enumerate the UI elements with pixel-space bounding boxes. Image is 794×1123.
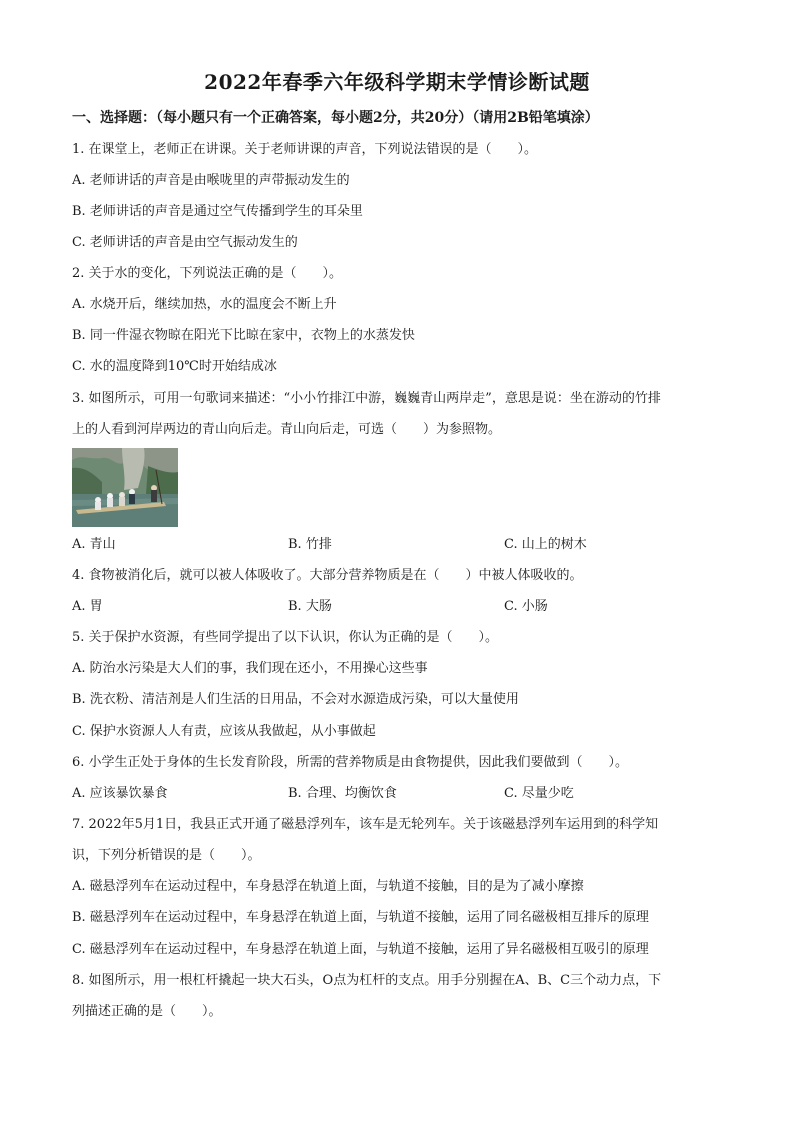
q2-option-b: B. 同一件湿衣物晾在阳光下比晾在家中，衣物上的水蒸发快	[72, 328, 415, 343]
section-heading: 一、选择题：（每小题只有一个正确答案，每小题2分，共20分）（请用2B铅笔填涂）	[72, 110, 599, 126]
q4-stem: 4. 食物被消化后，就可以被人体吸收了。大部分营养物质是在（ ）中被人体吸收的。	[72, 568, 583, 583]
q1-option-a: A. 老师讲话的声音是由喉咙里的声带振动发生的	[72, 173, 350, 188]
q7-stem-line1: 7. 2022年5月1日，我县正式开通了磁悬浮列车，该车是无轮列车。关于该磁悬浮列车运用到的科学知	[72, 817, 659, 832]
exam-title: 2022年春季六年级科学期末学情诊断试题	[204, 70, 590, 94]
q1-option-b: B. 老师讲话的声音是通过空气传播到学生的耳朵里	[72, 204, 363, 219]
q5-option-b: B. 洗衣粉、清洁剂是人们生活的日用品，不会对水源造成污染，可以大量使用	[72, 692, 519, 707]
q5-option-a: A. 防治水污染是大人们的事，我们现在还小，不用操心这些事	[72, 661, 428, 676]
q5-option-c: C. 保护水资源人人有责，应该从我做起，从小事做起	[72, 724, 376, 739]
q1-option-c: C. 老师讲话的声音是由空气振动发生的	[72, 235, 298, 250]
q6-option-c: C. 尽量少吃	[504, 786, 574, 801]
q5-stem: 5. 关于保护水资源，有些同学提出了以下认识，你认为正确的是（ ）。	[72, 630, 499, 645]
q7-option-b: B. 磁悬浮列车在运动过程中，车身悬浮在轨道上面，与轨道不接触，运用了同名磁极相互排斥的原理	[72, 910, 649, 925]
q3-option-b: B. 竹排	[288, 537, 332, 552]
q2-option-c: C. 水的温度降到10℃时开始结成冰	[72, 359, 277, 374]
q6-option-b: B. 合理、均衡饮食	[288, 786, 397, 801]
q4-option-b: B. 大肠	[288, 599, 332, 614]
q4-option-c: C. 小肠	[504, 599, 548, 614]
bamboo-raft-photo	[72, 448, 178, 527]
q2-stem: 2. 关于水的变化，下列说法正确的是（ ）。	[72, 266, 343, 281]
q3-option-a: A. 青山	[72, 537, 116, 552]
q7-option-c: C. 磁悬浮列车在运动过程中，车身悬浮在轨道上面，与轨道不接触，运用了异名磁极相互吸引的原理	[72, 942, 649, 957]
q7-option-a: A. 磁悬浮列车在运动过程中，车身悬浮在轨道上面，与轨道不接触，目的是为了减小摩擦	[72, 879, 584, 894]
q3-option-c: C. 山上的树木	[504, 537, 587, 552]
q1-stem: 1. 在课堂上，老师正在讲课。关于老师讲课的声音，下列说法错误的是（ ）。	[72, 142, 538, 157]
q8-stem-line2: 列描述正确的是（ ）。	[72, 1004, 222, 1019]
q4-option-a: A. 胃	[72, 599, 103, 614]
q3-stem-line1: 3. 如图所示，可用一句歌词来描述：“小小竹排江中游，巍巍青山两岸走”，意思是说：坐在游动的竹排	[72, 391, 661, 406]
q6-option-a: A. 应该暴饮暴食	[72, 786, 168, 801]
q3-stem-line2: 上的人看到河岸两边的青山向后走。青山向后走，可选（ ）为参照物。	[72, 422, 502, 437]
q6-stem: 6. 小学生正处于身体的生长发育阶段，所需的营养物质是由食物提供，因此我们要做到（ ）。	[72, 755, 629, 770]
q7-stem-line2: 识，下列分析错误的是（ ）。	[72, 848, 261, 863]
q2-option-a: A. 水烧开后，继续加热，水的温度会不断上升	[72, 297, 337, 312]
q8-stem-line1: 8. 如图所示，用一根杠杆撬起一块大石头，O点为杠杆的支点。用手分别握在A、B、C三个动力点，下	[72, 973, 662, 988]
